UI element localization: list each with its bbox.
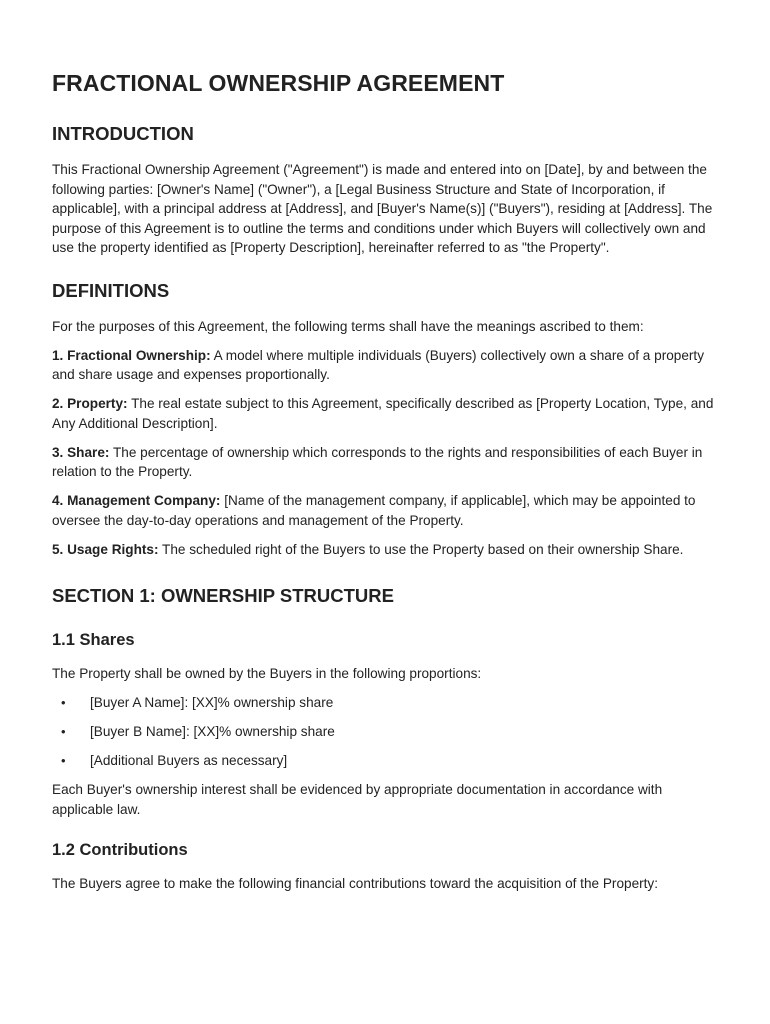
definition-term: 3. Share: bbox=[52, 444, 110, 460]
definition-text: The scheduled right of the Buyers to use the Property based on their ownership Share. bbox=[158, 541, 684, 557]
introduction-paragraph: This Fractional Ownership Agreement ("Agreement") is made and entered into on [Date], by and between the following parties: [Owner's Name] ("Owner"), a [Legal Business Structure and State of Incorporation, if applicable], with a principal address at [Address], and [Buyer's Name(s)] ("Buyers"), residing at [Address]. The purpose of this Agreement is to outline the terms and conditions under which Buyers will collectively own and use the property identified as [Property Description], hereinafter referred to as "the Property". bbox=[52, 162, 713, 255]
contributions-intro: The Buyers agree to make the following financial contributions toward the acquisition of the Property: bbox=[52, 876, 659, 891]
definitions-heading: DEFINITIONS bbox=[52, 279, 170, 301]
contributions-heading: 1.2 Contributions bbox=[52, 841, 188, 859]
definition-text: A model where multiple individuals (Buyers) collectively own a share of a property and share usage and expenses proportionally. bbox=[52, 347, 705, 382]
definition-term: 5. Usage Rights: bbox=[52, 541, 159, 557]
list-item-text: [Additional Buyers as necessary] bbox=[90, 753, 288, 768]
definition-item bbox=[52, 443, 718, 482]
definition-term: 1. Fractional Ownership: bbox=[52, 347, 211, 363]
definitions-intro: For the purposes of this Agreement, the following terms shall have the meanings ascribed to them: bbox=[52, 318, 644, 334]
shares-intro: The Property shall be owned by the Buyers in the following proportions: bbox=[52, 666, 482, 681]
definition-term: 2. Property: bbox=[52, 396, 128, 411]
definition-text: [Name of the management company, if applicable], which may be appointed to oversee the day-to-day operations and management of the Property. bbox=[52, 493, 696, 528]
definition-item bbox=[52, 346, 718, 385]
list-item bbox=[52, 693, 718, 713]
definition-text: The real estate subject to this Agreement, specifically described as [Property Location, Type, and Any Additional Description]. bbox=[52, 396, 714, 431]
shares-list bbox=[52, 693, 718, 771]
definition-term: 4. Management Company: bbox=[52, 493, 221, 508]
shares-closing: Each Buyer's ownership interest shall be evidenced by appropriate documentation in accordance with applicable law. bbox=[52, 782, 663, 817]
section1-heading: SECTION 1: OWNERSHIP STRUCTURE bbox=[52, 585, 394, 606]
document-title: FRACTIONAL OWNERSHIP AGREEMENT bbox=[52, 70, 505, 96]
list-item-text: [Buyer A Name]: [XX]% ownership share bbox=[90, 695, 334, 710]
bullet-icon: • bbox=[61, 753, 66, 768]
definition-item bbox=[52, 491, 718, 530]
definition-item bbox=[52, 394, 718, 433]
shares-heading: 1.1 Shares bbox=[52, 631, 135, 649]
list-item bbox=[52, 722, 718, 742]
bullet-icon: • bbox=[61, 724, 66, 739]
definition-text: The percentage of ownership which corresponds to the rights and responsibilities of each Buyer in relation to the Property. bbox=[52, 444, 703, 479]
introduction-heading: INTRODUCTION bbox=[52, 123, 194, 144]
bullet-icon: • bbox=[61, 695, 66, 710]
list-item-text: [Buyer B Name]: [XX]% ownership share bbox=[90, 724, 335, 739]
definition-item bbox=[52, 540, 718, 560]
list-item bbox=[52, 751, 718, 771]
